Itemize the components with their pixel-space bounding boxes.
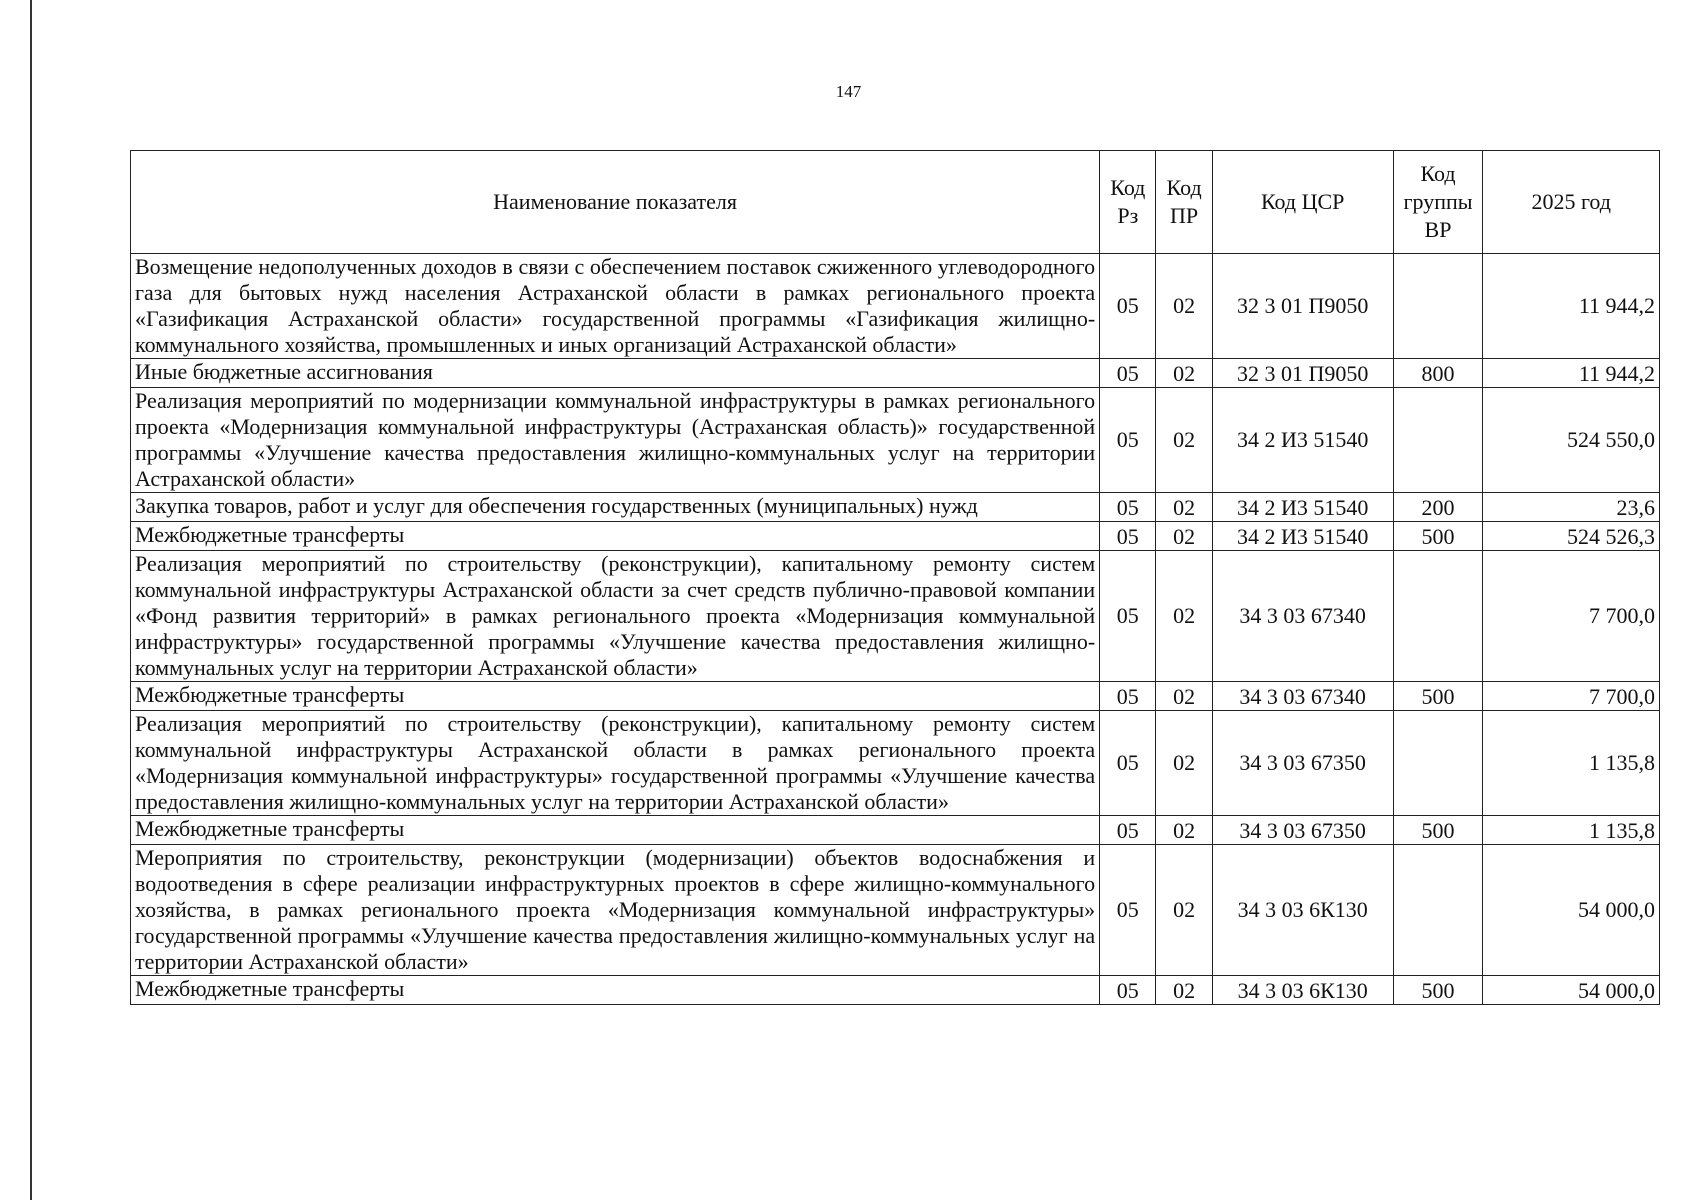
row-vr: 500 — [1393, 976, 1483, 1005]
row-vr — [1393, 388, 1483, 493]
row-name: Межбюджетные трансферты — [131, 682, 1100, 711]
row-rz: 05 — [1100, 845, 1156, 976]
header-year: 2025 год — [1483, 151, 1660, 254]
row-vr — [1393, 254, 1483, 359]
row-vr: 500 — [1393, 816, 1483, 845]
row-pr: 02 — [1156, 976, 1212, 1005]
row-vr — [1393, 711, 1483, 816]
row-csr: 34 2 И3 51540 — [1212, 493, 1393, 522]
row-pr: 02 — [1156, 493, 1212, 522]
row-rz: 05 — [1100, 551, 1156, 682]
row-pr: 02 — [1156, 254, 1212, 359]
row-pr: 02 — [1156, 388, 1212, 493]
row-csr: 34 3 03 67340 — [1212, 682, 1393, 711]
row-amount: 524 550,0 — [1483, 388, 1660, 493]
row-vr: 500 — [1393, 682, 1483, 711]
table-row — [131, 254, 1660, 359]
row-pr: 02 — [1156, 845, 1212, 976]
row-name: Реализация мероприятий по строительству (реконструкции), капитальному ремонту систем коммунальной инфраструктуры Астраханской области в рамках регионального проекта «Модернизация коммунальной инфраструктуры» государственной программы «Улучшение качества предоставления жилищно-коммунальных услуг на территории Астраханской области» — [131, 711, 1100, 816]
header-pr: Код ПР — [1156, 151, 1212, 254]
row-name: Межбюджетные трансферты — [131, 522, 1100, 551]
row-name: Возмещение недополученных доходов в связи с обеспечением поставок сжиженного углеводородного газа для бытовых нужд населения Астраханской области в рамках регионального проекта «Газификация Астраханской области» государственной программы «Газификация жилищно-коммунального хозяйства, промышленных и иных организаций Астраханской области» — [131, 254, 1100, 359]
row-name: Межбюджетные трансферты — [131, 816, 1100, 845]
row-amount: 1 135,8 — [1483, 816, 1660, 845]
row-pr: 02 — [1156, 711, 1212, 816]
table-row — [131, 682, 1660, 711]
row-pr: 02 — [1156, 359, 1212, 388]
row-pr: 02 — [1156, 551, 1212, 682]
table-header-row — [131, 151, 1660, 254]
row-pr: 02 — [1156, 816, 1212, 845]
row-rz: 05 — [1100, 359, 1156, 388]
row-csr: 34 2 И3 51540 — [1212, 388, 1393, 493]
row-name: Мероприятия по строительству, реконструкции (модернизации) объектов водоснабжения и водоотведения в сфере реализации инфраструктурных проектов в сфере жилищно-коммунального хозяйства, в рамках регионального проекта «Модернизация коммунальной инфраструктуры» государственной программы «Улучшение качества предоставления жилищно-коммунальных услуг на территории Астраханской области» — [131, 845, 1100, 976]
row-amount: 54 000,0 — [1483, 845, 1660, 976]
row-name: Реализация мероприятий по строительству (реконструкции), капитальному ремонту систем коммунальной инфраструктуры Астраханской области за счет средств публично-правовой компании «Фонд развития территорий» в рамках регионального проекта «Модернизация коммунальной инфраструктуры» государственной программы «Улучшение качества предоставления жилищно-коммунальных услуг на территории Астраханской области» — [131, 551, 1100, 682]
table-row — [131, 522, 1660, 551]
row-rz: 05 — [1100, 522, 1156, 551]
table-row — [131, 388, 1660, 493]
header-name: Наименование показателя — [131, 151, 1100, 254]
row-name: Иные бюджетные ассигнования — [131, 359, 1100, 388]
header-vr: Код группы ВР — [1393, 151, 1483, 254]
row-csr: 34 3 03 67350 — [1212, 816, 1393, 845]
row-csr: 34 3 03 6К130 — [1212, 976, 1393, 1005]
row-csr: 34 3 03 67340 — [1212, 551, 1393, 682]
left-margin-line — [30, 0, 32, 1200]
row-pr: 02 — [1156, 682, 1212, 711]
row-rz: 05 — [1100, 976, 1156, 1005]
row-rz: 05 — [1100, 816, 1156, 845]
table-row — [131, 493, 1660, 522]
row-rz: 05 — [1100, 254, 1156, 359]
row-name: Закупка товаров, работ и услуг для обеспечения государственных (муниципальных) нужд — [131, 493, 1100, 522]
table-row — [131, 551, 1660, 682]
table-row — [131, 845, 1660, 976]
row-rz: 05 — [1100, 682, 1156, 711]
header-csr: Код ЦСР — [1212, 151, 1393, 254]
table-row — [131, 816, 1660, 845]
row-amount: 1 135,8 — [1483, 711, 1660, 816]
row-csr: 34 2 И3 51540 — [1212, 522, 1393, 551]
row-rz: 05 — [1100, 711, 1156, 816]
header-rz: Код Рз — [1100, 151, 1156, 254]
table-row — [131, 359, 1660, 388]
row-amount: 11 944,2 — [1483, 359, 1660, 388]
row-csr: 32 3 01 П9050 — [1212, 359, 1393, 388]
row-vr — [1393, 551, 1483, 682]
row-vr: 500 — [1393, 522, 1483, 551]
row-amount: 7 700,0 — [1483, 551, 1660, 682]
budget-table — [130, 150, 1660, 1005]
page-number: 147 — [835, 82, 862, 101]
row-rz: 05 — [1100, 493, 1156, 522]
row-amount: 7 700,0 — [1483, 682, 1660, 711]
row-csr: 34 3 03 6К130 — [1212, 845, 1393, 976]
row-rz: 05 — [1100, 388, 1156, 493]
row-pr: 02 — [1156, 522, 1212, 551]
table-row — [131, 711, 1660, 816]
row-amount: 524 526,3 — [1483, 522, 1660, 551]
row-name: Межбюджетные трансферты — [131, 976, 1100, 1005]
row-vr: 800 — [1393, 359, 1483, 388]
row-amount: 54 000,0 — [1483, 976, 1660, 1005]
table-row — [131, 976, 1660, 1005]
row-csr: 34 3 03 67350 — [1212, 711, 1393, 816]
row-amount: 11 944,2 — [1483, 254, 1660, 359]
row-amount: 23,6 — [1483, 493, 1660, 522]
row-name: Реализация мероприятий по модернизации коммунальной инфраструктуры в рамках регионального проекта «Модернизация коммунальной инфраструктуры (Астраханская область)» государственной программы «Улучшение качества предоставления жилищно-коммунальных услуг на территории Астраханской области» — [131, 388, 1100, 493]
row-vr: 200 — [1393, 493, 1483, 522]
row-csr: 32 3 01 П9050 — [1212, 254, 1393, 359]
row-vr — [1393, 845, 1483, 976]
